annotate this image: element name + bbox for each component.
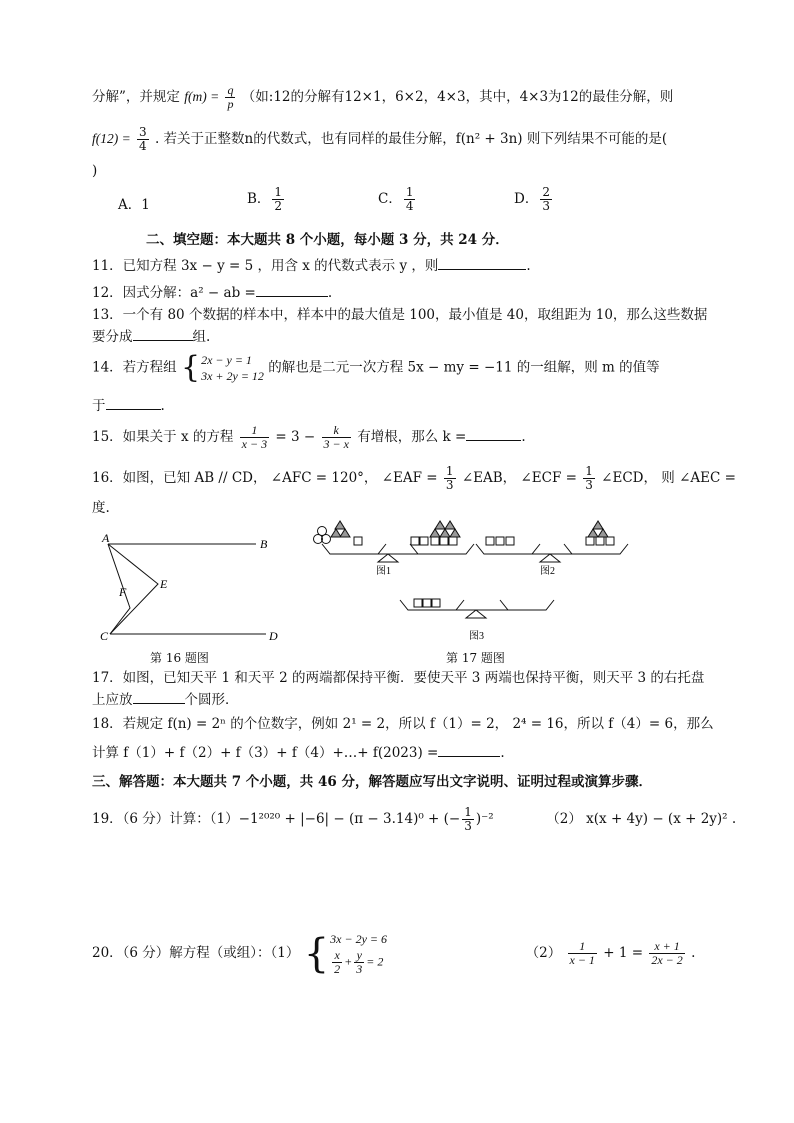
- text: )⁻²: [475, 811, 494, 827]
- fraction: [404, 186, 416, 213]
- denominator: 3 − x: [323, 437, 349, 451]
- q13-line1: 13．一个有 80 个数据的样本中，样本中的最大值是 100，最小值是 40，取组距为 10，那么这些数据: [92, 307, 708, 323]
- figure-16-caption: 第 16 题图: [150, 651, 209, 665]
- scale-3-label: 图3: [469, 631, 484, 642]
- q18-line1: 18．若规定 f(n) = 2ⁿ 的个位数字，例如 2¹ = 2，所以 f（1）= 2， 2⁴ = 16，所以 f（4）= 6，那么: [92, 716, 714, 732]
- numerator: 3: [139, 125, 147, 139]
- text: = 3 −: [275, 429, 316, 445]
- text: 12．因式分解：a² − ab =: [92, 285, 256, 301]
- numerator: 1: [464, 805, 472, 819]
- fraction: [332, 949, 342, 976]
- section-heading: 二、填空题：本大题共 8 个小题，每小题 3 分，共 24 分．: [146, 232, 509, 248]
- q12: [92, 283, 332, 303]
- numerator: 1: [585, 464, 593, 478]
- scale-1: [314, 521, 475, 577]
- numerator: 1: [445, 464, 454, 478]
- fraction: [225, 84, 235, 111]
- section-heading: 三、解答题：本大题共 7 个小题，共 46 分，解答题应写出文字说明、证明过程或演算步骤．: [92, 774, 652, 790]
- figure-17-caption: 第 17 题图: [446, 651, 505, 665]
- label-b: B: [260, 537, 268, 551]
- fraction: [240, 424, 269, 451]
- denominator: 2: [334, 962, 341, 976]
- text: （2） x(x + 4y) − (x + 2y)² .: [546, 811, 737, 827]
- scale-3: [400, 599, 554, 642]
- figure-16: [92, 528, 292, 648]
- scale-2-label: 图2: [540, 566, 555, 577]
- option-a: [118, 193, 150, 213]
- equation-system: [330, 931, 387, 976]
- label-a: A: [102, 531, 110, 545]
- text: .: [691, 945, 696, 961]
- denominator: 3: [542, 199, 550, 213]
- denominator: x − 3: [241, 437, 268, 451]
- equation: 3x + 2y = 12: [201, 369, 264, 383]
- fraction: [272, 186, 284, 213]
- denominator: 3: [464, 819, 472, 833]
- denominator: p: [227, 97, 234, 111]
- label-e: E: [160, 577, 168, 591]
- fraction: [354, 949, 364, 976]
- fraction: [583, 465, 595, 492]
- label-f: F: [119, 585, 127, 599]
- q11: [92, 256, 531, 276]
- denominator: 2x − 2: [651, 953, 683, 967]
- answer-blank[interactable]: [438, 269, 526, 270]
- text: 20．（6 分）解方程（或组）：（1）: [92, 945, 300, 961]
- equation: $\frac{x}{2}$ + $\frac{y}{3}$ = 2: [334, 948, 384, 976]
- fraction: [568, 940, 597, 967]
- text: 11．已知方程 3x − y = 5 ，用含 x 的代数式表示 y ，则: [92, 258, 439, 274]
- q16-line2: 度.: [92, 500, 110, 516]
- text: = 2: [366, 954, 384, 969]
- fraction: [649, 940, 684, 967]
- text: （2）: [525, 945, 562, 961]
- numerator: x: [332, 949, 342, 963]
- text: .: [526, 258, 531, 274]
- q16-line1: [92, 465, 736, 492]
- numerator: q: [227, 83, 234, 97]
- answer-blank[interactable]: [256, 296, 328, 297]
- text: .: [500, 745, 505, 761]
- text: 14．若方程组: [92, 359, 177, 376]
- q20: [92, 931, 695, 976]
- q14-line2: [92, 396, 165, 416]
- text: .: [327, 285, 333, 301]
- label: A．1: [118, 197, 150, 213]
- option-d: [514, 186, 554, 213]
- label: D．: [514, 191, 539, 207]
- numerator: 2: [542, 185, 550, 199]
- equation-system: [201, 352, 264, 384]
- text: 上应放: [92, 692, 133, 708]
- text: （如:12的分解有12×1，6×2，4×3，其中，4×3为12的最佳分解，则: [241, 89, 674, 105]
- q15: [92, 424, 526, 451]
- answer-blank[interactable]: [466, 440, 521, 441]
- text: 19．（6 分）计算：（1）−1²⁰²⁰ + |−6| − (π − 3.14)⁰ + (−: [92, 811, 461, 827]
- text: ∠EAB， ∠ECF =: [461, 470, 577, 486]
- q13-line2: [92, 327, 210, 347]
- text: 有增根，那么 k =: [357, 429, 467, 445]
- q18-line2: [92, 743, 505, 763]
- numerator: k: [322, 424, 351, 438]
- q10-line2: [92, 126, 667, 153]
- text: 个圆形．: [184, 692, 239, 708]
- equation: 3x − 2y = 6: [330, 932, 388, 946]
- denominator: 3: [356, 962, 363, 976]
- option-b: [247, 186, 286, 213]
- q10-line3: ): [92, 163, 98, 179]
- text: 组.: [192, 329, 211, 345]
- numerator: 1: [274, 185, 283, 199]
- answer-blank[interactable]: [133, 703, 185, 704]
- text: 16．如图，已知 AB // CD， ∠AFC = 120°， ∠EAF =: [92, 470, 438, 486]
- figure-17: [310, 518, 650, 648]
- q17-line1: 17．如图，已知天平 1 和天平 2 的两端都保持平衡．要使天平 3 两端也保持平衡，则天平 3 的右托盘: [92, 670, 705, 686]
- label: C．: [378, 191, 402, 207]
- q17-line2: [92, 690, 239, 710]
- fraction: [540, 186, 552, 213]
- text: 分解”，并规定: [92, 89, 180, 105]
- answer-blank[interactable]: [438, 756, 500, 757]
- denominator: 2: [274, 199, 283, 213]
- text: ∠ECD， 则 ∠AEC =: [601, 470, 736, 486]
- numerator: y: [354, 949, 364, 963]
- numerator: 1: [240, 424, 269, 438]
- fraction: [444, 465, 456, 492]
- label: B．: [247, 191, 271, 207]
- q10-line1: [92, 84, 673, 111]
- text: 的解也是二元一次方程 5x − my = −11 的一组解，则 m 的值等: [268, 359, 660, 376]
- numerator: 1: [568, 940, 597, 954]
- q19: [92, 806, 736, 833]
- text: .: [521, 429, 526, 445]
- denominator: x − 1: [569, 953, 595, 967]
- text: 要分成: [92, 329, 133, 345]
- segments-ae-ec: [108, 544, 158, 634]
- label-c: C: [100, 629, 109, 643]
- text: 15．如果关于 x 的方程: [92, 429, 234, 445]
- answer-blank[interactable]: [106, 409, 161, 410]
- fraction: [322, 424, 351, 451]
- denominator: 3: [585, 478, 593, 492]
- q14-line1: [92, 352, 660, 384]
- denominator: 3: [445, 478, 454, 492]
- brace: {: [303, 930, 330, 977]
- denominator: 4: [139, 139, 147, 153]
- label-d: D: [269, 629, 278, 643]
- formula: f(m) =: [184, 89, 220, 104]
- scale-2: [476, 521, 628, 577]
- text: 计算 f（1）+ f（2）+ f（3）+ f（4）+…+ f(2023) =: [92, 745, 439, 761]
- scale-1-label: 图1: [376, 566, 391, 577]
- text: 于: [92, 398, 106, 414]
- answer-blank[interactable]: [133, 340, 193, 341]
- numerator: 1: [405, 185, 414, 199]
- fraction: [462, 806, 474, 833]
- text: . 若关于正整数n的代数式，也有同样的最佳分解，f(n² + 3n) 则下列结果不可能的是(: [154, 131, 668, 147]
- denominator: 4: [405, 199, 414, 213]
- equation: 2x − y = 1: [201, 353, 252, 367]
- text: + 1 =: [603, 945, 644, 961]
- option-c: [378, 186, 417, 213]
- numerator: x + 1: [649, 940, 684, 954]
- text: .: [160, 398, 165, 414]
- formula: f(12) =: [92, 131, 131, 146]
- fraction: [137, 126, 149, 153]
- brace: {: [180, 350, 201, 385]
